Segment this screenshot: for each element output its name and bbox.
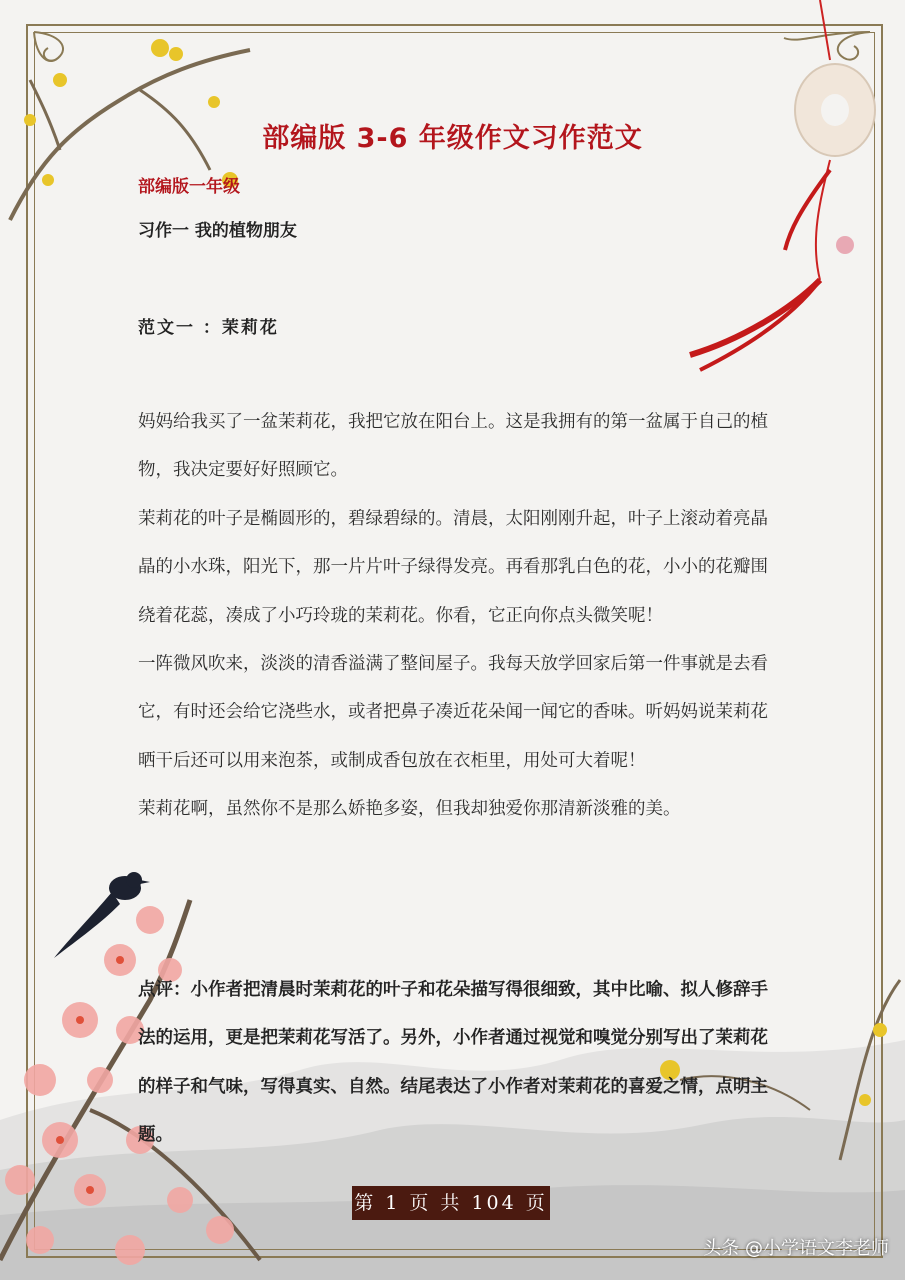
essay-body	[138, 398, 774, 834]
page-number-label: 第 1 页 共 104 页	[352, 1186, 550, 1220]
essay-paragraph: 一阵微风吹来，淡淡的清香溢满了整间屋子。我每天放学回家后第一件事就是去看它，有时还会给它浇些水，或者把鼻子凑近花朵闻一闻它的香味。听妈妈说茉莉花晒干后还可以用来泡茶，或制成香包放在衣柜里，用处可大着呢！	[138, 654, 768, 771]
jade-pendant-tassel-decoration	[680, 0, 905, 390]
page-title: 部编版 3-6 年级作文习作范文	[262, 123, 643, 154]
exercise-heading: 习作一 我的植物朋友	[138, 221, 297, 241]
swallow-bird-decoration	[50, 858, 160, 968]
sample-essay-title: 范文一 ：茉莉花	[138, 318, 279, 338]
grade-heading: 部编版一年级	[138, 177, 240, 197]
essay-paragraph: 茉莉花啊，虽然你不是那么娇艳多姿，但我却独爱你那清新淡雅的美。	[138, 799, 681, 820]
watermark: 头条 @小学语文李老师	[703, 1238, 889, 1259]
essay-paragraph: 茉莉花的叶子是椭圆形的，碧绿碧绿的。清晨，太阳刚刚升起，叶子上滚动着亮晶晶的小水珠，阳光下，那一片片叶子绿得发亮。再看那乳白色的花，小小的花瓣围绕着花蕊，凑成了小巧玲珑的茉莉花。你看，它正向你点头微笑呢！	[138, 508, 768, 626]
teacher-review: 点评：小作者把清晨时茉莉花的叶子和花朵描写得很细致，其中比喻、拟人修辞手法的运用，更是把茉莉花写活了。另外，小作者通过视觉和嗅觉分别写出了茉莉花的样子和气味，写得真实、自然。结尾表达了小作者对茉莉花的喜爱之情，点明主题。	[138, 980, 768, 1146]
essay-paragraph: 妈妈给我买了一盆茉莉花，我把它放在阳台上。这是我拥有的第一盆属于自己的植物，我决定要好好照顾它。	[138, 412, 768, 481]
